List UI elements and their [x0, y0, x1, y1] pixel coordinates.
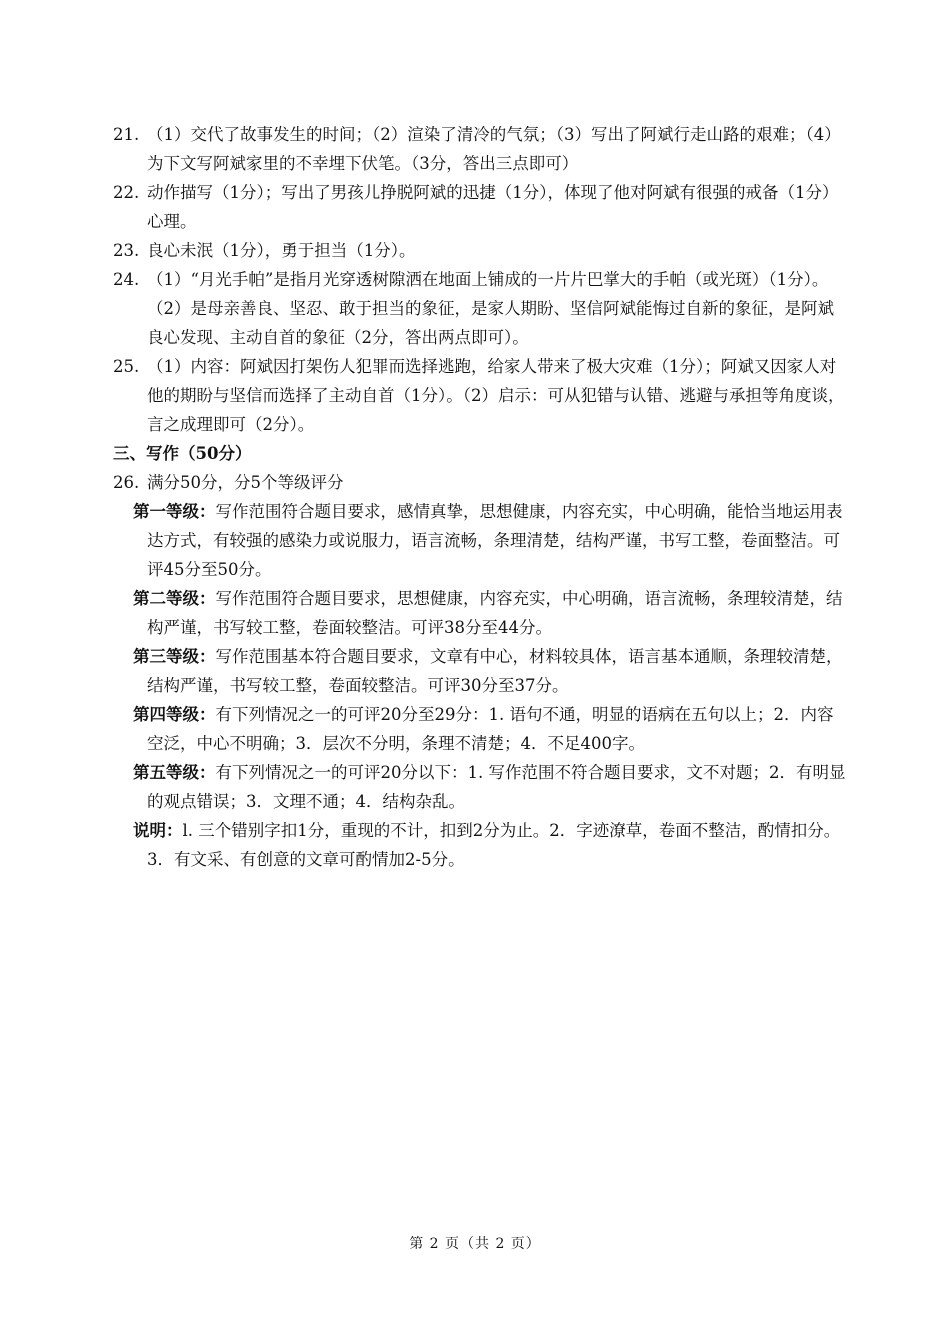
- answer-26: [113, 468, 848, 497]
- page-footer: 第 2 页（共 2 页）: [409, 1236, 541, 1252]
- answer-text: （1）内容：阿斌因打架伤人犯罪而选择逃跑，给家人带来了极大灾难（1分）；阿斌又因家人对他的期盼与坚信而选择了主动自首（1分）。（2）启示：可从犯错与认错、逃避与承担等角度谈，言之成理即可（2分）。: [147, 357, 845, 434]
- notes-text: l. 三个错别字扣1分，重现的不计，扣到2分为止。2．字迹潦草，卷面不整洁，酌情扣分。3．有文采、有创意的文章可酌情加2-5分。: [147, 821, 841, 869]
- answer-number: 21.: [113, 125, 140, 144]
- level-text: 写作范围符合题目要求，思想健康，内容充实，中心明确，语言流畅，条理较清楚，结构严谨，书写较工整，卷面较整洁。可评38分至44分。: [147, 589, 843, 637]
- answer-22: [113, 178, 848, 236]
- level-text: 写作范围基本符合题目要求，文章有中心，材料较具体，语言基本通顺，条理较清楚，结构严谨，书写较工整，卷面较整洁。可评30分至37分。: [147, 647, 843, 695]
- level-text: 有下列情况之一的可评20分至29分：1. 语句不通，明显的语病在五句以上；2．内容空泛，中心不明确；3．层次不分明，条理不清楚；4．不足400字。: [147, 705, 834, 753]
- answer-number: 22.: [113, 183, 140, 202]
- level-label: 第五等级：: [133, 763, 216, 782]
- level-label: 第三等级：: [133, 647, 216, 666]
- answer-25: [113, 352, 848, 439]
- grading-level-5: [113, 758, 848, 816]
- answer-24: [113, 265, 848, 352]
- answer-text: （1）“月光手帕”是指月光穿透树隙洒在地面上铺成的一片片巴掌大的手帕（或光斑）（1分）。（2）是母亲善良、坚忍、敢于担当的象征，是家人期盼、坚信阿斌能悔过自新的象征，是阿斌良心发现、主动自首的象征（2分，答出两点即可）。: [147, 270, 834, 347]
- level-text: 有下列情况之一的可评20分以下：1. 写作范围不符合题目要求，文不对题；2．有明显的观点错误；3．文理不通；4．结构杂乱。: [147, 763, 846, 811]
- level-text: 写作范围符合题目要求，感情真挚，思想健康，内容充实，中心明确，能恰当地运用表达方式，有较强的感染力或说服力，语言流畅，条理清楚，结构严谨，书写工整，卷面整洁。可评45分至50分。: [147, 502, 843, 579]
- answer-number: 24.: [113, 270, 140, 289]
- answer-text: （1）交代了故事发生的时间；（2）渲染了清冷的气氛；（3）写出了阿斌行走山路的艰难；（4）为下文写阿斌家里的不幸埋下伏笔。（3分，答出三点即可）: [147, 125, 841, 173]
- answer-text: 满分50分，分5个等级评分: [147, 473, 344, 492]
- answer-key-content: [113, 120, 848, 874]
- answer-23: [113, 236, 848, 265]
- answer-text: 良心未泯（1分），勇于担当（1分）。: [147, 241, 416, 260]
- level-label: 第四等级：: [133, 705, 216, 724]
- answer-21: [113, 120, 848, 178]
- grading-notes: [113, 816, 848, 874]
- section-heading-writing: 三、写作（50分）: [113, 444, 252, 463]
- level-label: 第二等级：: [133, 589, 216, 608]
- answer-number: 23.: [113, 241, 140, 260]
- answer-number: 26.: [113, 473, 140, 492]
- answer-number: 25.: [113, 357, 140, 376]
- grading-level-3: [113, 642, 848, 700]
- grading-level-2: [113, 584, 848, 642]
- notes-label: 说明：: [133, 821, 183, 840]
- answer-text: 动作描写（1分）；写出了男孩儿挣脱阿斌的迅捷（1分），体现了他对阿斌有很强的戒备（1分）心理。: [147, 183, 839, 231]
- grading-level-1: [113, 497, 848, 584]
- grading-level-4: [113, 700, 848, 758]
- level-label: 第一等级：: [133, 502, 216, 521]
